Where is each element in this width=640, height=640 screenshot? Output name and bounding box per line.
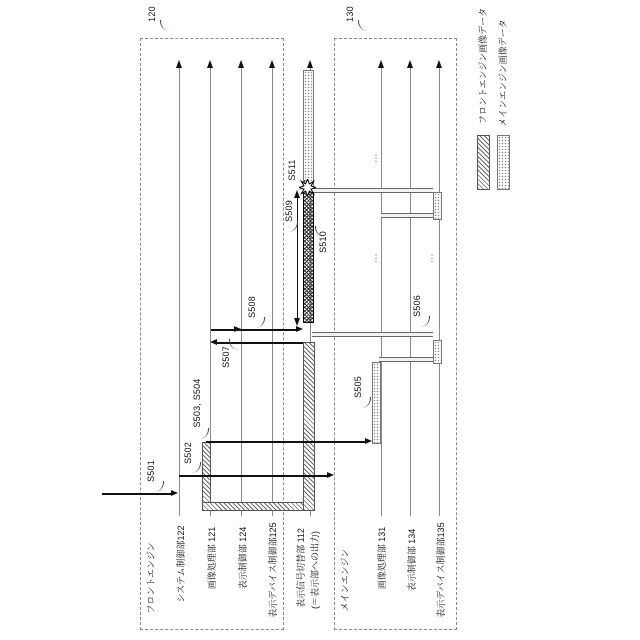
s506-label: S506 [412,295,422,317]
lifeline-124 [241,68,242,516]
s501-arrow [102,493,172,495]
lifeline-122-arrow-icon [176,60,182,68]
transfer-131-to-135-upper [381,213,433,218]
repeat-ellipsis-131-upper: ⋮ [371,153,381,163]
lifeline-134-label: 表示制御部 134 [407,528,417,592]
legend-front-data-label: フロントエンジン画像データ [478,7,488,125]
s511-switch-burst-icon [299,179,316,196]
s508-midhead-icon [234,326,241,332]
s507-label: S507 [221,346,231,368]
transfer-135-to-112-upper [312,188,433,193]
front-box-leader [160,20,170,31]
s508-arrowhead-icon [296,326,303,332]
lifeline-124-label: 表示制御部 124 [238,526,248,590]
lifeline-124-arrow-icon [238,60,244,68]
s503-s504-arrowhead-icon [365,438,372,444]
s505-processing-bar-131 [372,362,381,444]
s501-arrowhead-icon [171,490,178,496]
repeat-ellipsis-135-lower: ⋮ [427,253,437,263]
lifeline-131 [381,68,382,516]
lifeline-135 [439,68,440,516]
legend-main-data-label: メインエンジン画像データ [498,19,508,127]
lifeline-135-label: 表示デバイス制御部135 [436,522,446,618]
repeat-ellipsis-131-lower: ⋮ [371,253,381,263]
front-box-ref: 120 [147,6,157,22]
s507-arrowhead-icon [210,339,217,345]
lifeline-122-label: システム制御部122 [176,525,186,603]
lifeline-131-arrow-icon [378,60,384,68]
s510-label: S510 [318,231,328,253]
lifeline-122 [179,68,180,516]
transfer-131-to-135-lower [379,357,433,362]
main-data-bar-135-lower [433,340,442,364]
s502-label: S502 [183,442,193,464]
legend-main-data-swatch [497,135,510,190]
s509-label: S509 [284,200,294,222]
lifeline-131-label: 画像処理部 131 [377,526,387,590]
front-data-bar-121 [202,442,211,511]
main-data-bar-112 [303,70,314,189]
s510-output-bar [303,190,314,323]
front-engine-title: フロントエンジン [146,542,156,614]
lifeline-121-arrow-icon [207,60,213,68]
legend-front-data-swatch [477,135,490,190]
s505-label: S505 [353,376,363,398]
lifeline-125-label: 表示デバイス制御部125 [268,522,278,618]
lifeline-134 [410,68,411,516]
lifeline-112-label: 表示信号切替部 112 [296,528,306,608]
front-data-bar-112 [303,342,315,511]
s502-arrowhead-icon [327,472,334,478]
s503-s504-label: S503, S504 [192,378,202,428]
lifeline-112-sublabel: (＝表示部への出力) [310,531,320,609]
main-box-ref: 130 [345,6,355,22]
lifeline-134-arrow-icon [407,60,413,68]
front-data-bar-horizontal [202,502,315,511]
lifeline-112-arrow-icon [307,60,313,68]
main-box-leader [358,20,368,31]
s509-down-arrowhead-icon [294,318,300,326]
s506-transfer-135-to-112 [312,332,433,337]
lifeline-125 [272,68,273,516]
s502-arrow [179,475,328,477]
s508-arrow [211,329,297,331]
main-data-bar-135-upper [433,192,442,220]
lifeline-135-arrow-icon [436,60,442,68]
lifeline-121-label: 画像処理部 121 [207,526,217,590]
s509-duration-line [297,196,299,318]
s503-s504-arrow [206,441,366,443]
s511-label: S511 [287,159,297,181]
s501-label: S501 [146,460,156,482]
main-engine-title: メインエンジン [340,548,350,612]
lifeline-125-arrow-icon [269,60,275,68]
s508-label: S508 [247,296,257,318]
